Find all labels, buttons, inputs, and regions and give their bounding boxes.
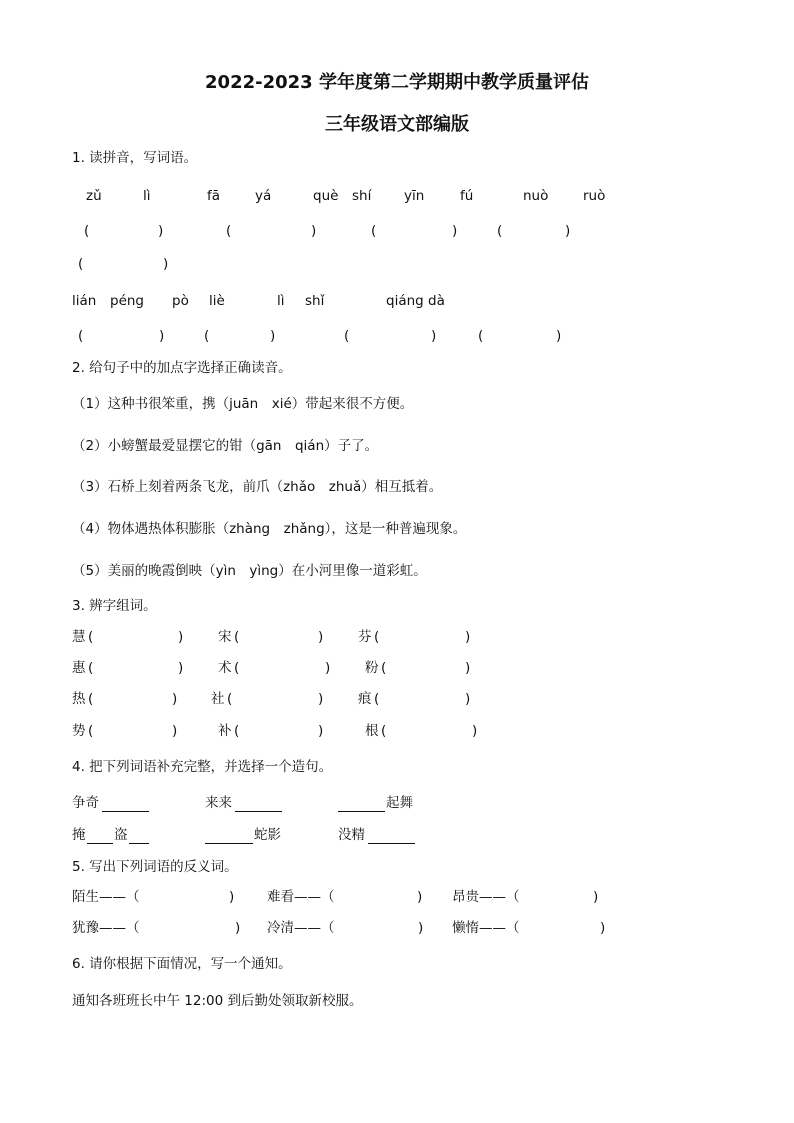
idiom-part: 来来 <box>205 795 232 811</box>
char-item: 粉 <box>365 660 379 676</box>
paren-close: ) <box>270 328 276 344</box>
sentence-item: （5）美丽的晚霞倒映（yìn yìng）在小河里像一道彩虹。 <box>72 563 427 579</box>
antonym-item: 冷清——（ <box>267 920 335 936</box>
paren-close: ) <box>318 629 324 645</box>
pinyin: qiáng dà <box>386 293 445 309</box>
sentence-item: （2）小螃蟹最爱显摆它的钳（gān qián）子了。 <box>72 438 379 454</box>
paren-close: ) <box>417 889 423 905</box>
pinyin: fā <box>207 188 221 204</box>
pinyin: ruò <box>583 188 606 204</box>
fill-blank <box>129 830 149 844</box>
paren-open: ( <box>78 328 84 344</box>
pinyin: shí <box>352 188 372 204</box>
page-title: 2022-2023 学年度第二学期期中教学质量评估 <box>205 72 589 93</box>
fill-blank <box>102 798 149 812</box>
idiom-part: 争奇 <box>72 795 99 811</box>
paren-close: ) <box>178 660 184 676</box>
notice-content: 通知各班班长中午 12:00 到后勤处领取新校服。 <box>72 993 363 1009</box>
paren-open: ( <box>234 660 240 676</box>
paren-open: ( <box>234 723 240 739</box>
sentence-item: （3）石桥上刻着两条飞龙，前爪（zhǎo zhuǎ）相互抵着。 <box>72 479 443 495</box>
question-1-prompt: 1. 读拼音，写词语。 <box>72 150 198 166</box>
paren-open: ( <box>88 723 94 739</box>
char-item: 术 <box>218 660 232 676</box>
paren-open: ( <box>371 223 377 239</box>
sentence-item: （1）这种书很笨重，携（juān xié）带起来很不方便。 <box>72 396 414 412</box>
paren-open: ( <box>204 328 210 344</box>
question-3-prompt: 3. 辨字组词。 <box>72 598 157 614</box>
paren-open: ( <box>78 256 84 272</box>
paren-close: ) <box>465 660 471 676</box>
char-item: 宋 <box>218 629 232 645</box>
antonym-item: 犹豫——（ <box>72 920 140 936</box>
idiom-part: 起舞 <box>386 795 413 811</box>
paren-open: ( <box>374 629 380 645</box>
pinyin: fú <box>460 188 474 204</box>
char-item: 慧 <box>72 629 86 645</box>
paren-open: ( <box>226 223 232 239</box>
idiom-part: 掩 <box>72 827 86 843</box>
pinyin: lì <box>143 188 151 204</box>
char-item: 社 <box>211 691 225 707</box>
paren-close: ) <box>452 223 458 239</box>
paren-open: ( <box>88 660 94 676</box>
paren-close: ) <box>163 256 169 272</box>
antonym-item: 难看——（ <box>267 889 335 905</box>
idiom-part: 盗 <box>114 827 128 843</box>
paren-close: ) <box>325 660 331 676</box>
paren-close: ) <box>235 920 241 936</box>
paren-open: ( <box>84 223 90 239</box>
fill-blank <box>368 830 415 844</box>
pinyin: què <box>313 188 339 204</box>
fill-blank <box>87 830 113 844</box>
sentence-item: （4）物体遇热体积膨胀（zhàng zhǎng），这是一种普遍现象。 <box>72 521 467 537</box>
pinyin: zǔ <box>86 188 102 204</box>
fill-blank <box>338 798 385 812</box>
question-5-prompt: 5. 写出下列词语的反义词。 <box>72 859 238 875</box>
paren-open: ( <box>88 691 94 707</box>
paren-open: ( <box>344 328 350 344</box>
paren-close: ) <box>465 629 471 645</box>
paren-open: ( <box>381 660 387 676</box>
char-item: 势 <box>72 723 86 739</box>
pinyin: pò <box>172 293 189 309</box>
paren-open: ( <box>497 223 503 239</box>
pinyin: shǐ <box>305 293 325 309</box>
paren-open: ( <box>88 629 94 645</box>
paren-close: ) <box>565 223 571 239</box>
paren-open: ( <box>381 723 387 739</box>
paren-close: ) <box>418 920 424 936</box>
paren-close: ) <box>556 328 562 344</box>
pinyin: nuò <box>523 188 549 204</box>
pinyin: lì <box>277 293 285 309</box>
paren-close: ) <box>318 691 324 707</box>
idiom-part: 蛇影 <box>254 827 281 843</box>
paren-close: ) <box>178 629 184 645</box>
char-item: 补 <box>218 723 232 739</box>
paren-close: ) <box>600 920 606 936</box>
paren-close: ) <box>593 889 599 905</box>
antonym-item: 懒惰——（ <box>452 920 520 936</box>
paren-close: ) <box>158 223 164 239</box>
pinyin: lián <box>72 293 97 309</box>
paren-close: ) <box>159 328 165 344</box>
paren-open: ( <box>227 691 233 707</box>
question-6-prompt: 6. 请你根据下面情况，写一个通知。 <box>72 956 292 972</box>
paren-open: ( <box>478 328 484 344</box>
paren-close: ) <box>311 223 317 239</box>
paren-close: ) <box>172 691 178 707</box>
paren-open: ( <box>234 629 240 645</box>
idiom-part: 没精 <box>338 827 365 843</box>
question-4-prompt: 4. 把下列词语补充完整，并选择一个造句。 <box>72 759 333 775</box>
paren-close: ) <box>229 889 235 905</box>
paren-open: ( <box>374 691 380 707</box>
pinyin: yīn <box>404 188 425 204</box>
antonym-item: 陌生——（ <box>72 889 140 905</box>
pinyin: liè <box>209 293 225 309</box>
char-item: 根 <box>365 723 379 739</box>
paren-close: ) <box>172 723 178 739</box>
char-item: 痕 <box>358 691 372 707</box>
paren-close: ) <box>431 328 437 344</box>
paren-close: ) <box>318 723 324 739</box>
page-subtitle: 三年级语文部编版 <box>325 114 469 135</box>
pinyin: yá <box>255 188 272 204</box>
pinyin: péng <box>110 293 145 309</box>
paren-close: ) <box>472 723 478 739</box>
antonym-item: 昂贵——（ <box>452 889 520 905</box>
char-item: 热 <box>72 691 86 707</box>
char-item: 芬 <box>358 629 372 645</box>
fill-blank <box>235 798 282 812</box>
fill-blank <box>205 830 253 844</box>
char-item: 惠 <box>72 660 86 676</box>
paren-close: ) <box>465 691 471 707</box>
question-2-prompt: 2. 给句子中的加点字选择正确读音。 <box>72 360 292 376</box>
